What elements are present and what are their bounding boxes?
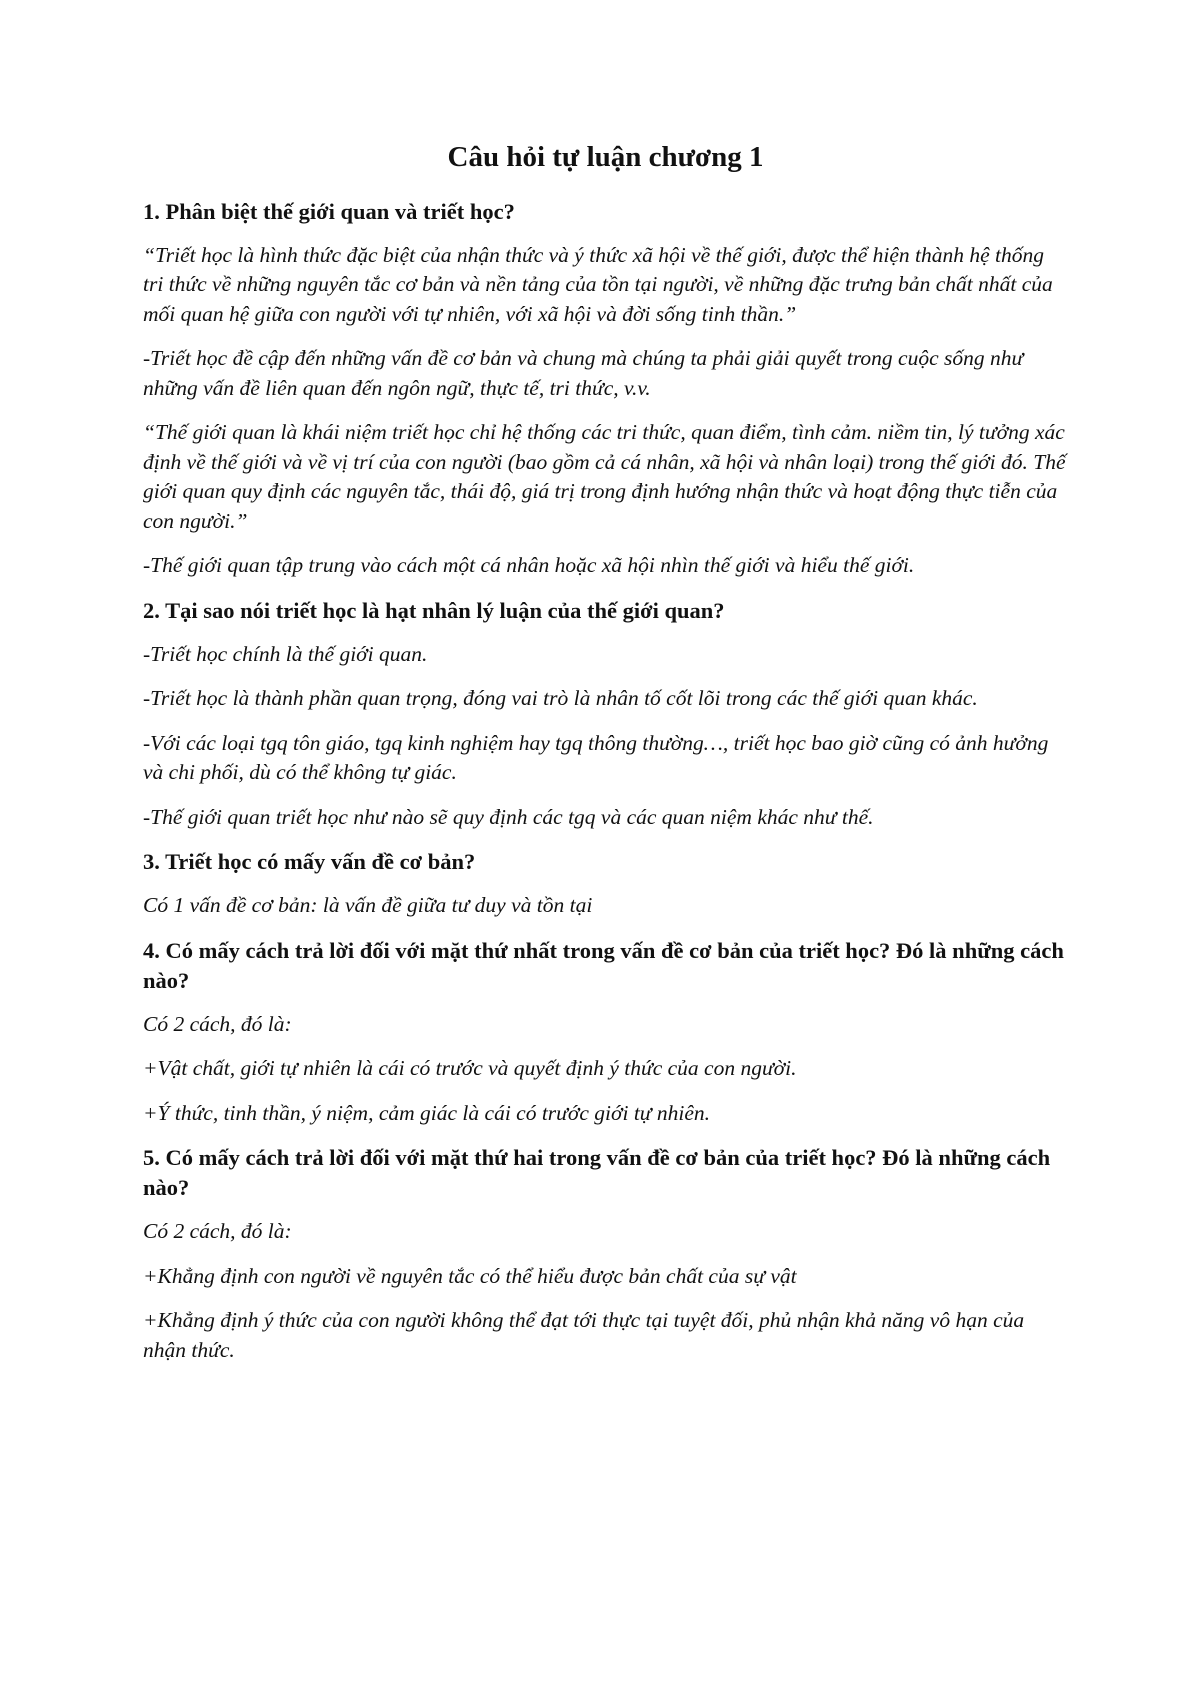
question-heading: 3. Triết học có mấy vấn đề cơ bản?: [143, 849, 476, 875]
section-4: [143, 936, 1068, 1129]
section-3: [143, 847, 1068, 921]
document-body: [143, 140, 1068, 1380]
answer-paragraph: “Thế giới quan là khái niệm triết học chỉ hệ thống các tri thức, quan điểm, tình cảm. niềm tin, lý tưởng xác định về thế giới và về vị trí của con người (bao gồm cả cá nhân, xã hội và nhân loại) trong thế giới đó. Thế giới quan quy định các nguyên tắc, thái độ, giá trị trong định hướng nhận thức và hoạt động thực tiễn của con người.”: [143, 420, 1066, 533]
section-1: [143, 197, 1068, 581]
answer-paragraph: -Triết học chính là thế giới quan.: [143, 641, 428, 666]
answer-paragraph: +Ý thức, tinh thần, ý niệm, cảm giác là cái có trước giới tự nhiên.: [143, 1100, 711, 1125]
question-heading: 5. Có mấy cách trả lời đối với mặt thứ hai trong vấn đề cơ bản của triết học? Đó là những cách nào?: [143, 1145, 1051, 1201]
question-heading: 2. Tại sao nói triết học là hạt nhân lý luận của thế giới quan?: [143, 597, 725, 623]
answer-paragraph: -Triết học là thành phần quan trọng, đóng vai trò là nhân tố cốt lõi trong các thế giới quan khác.: [143, 686, 978, 711]
section-2: [143, 596, 1068, 833]
answer-paragraph: Có 1 vấn đề cơ bản: là vấn đề giữa tư duy và tồn tại: [143, 893, 593, 918]
answer-paragraph: +Khẳng định con người về nguyên tắc có thể hiểu được bản chất của sự vật: [143, 1263, 797, 1288]
page-title: Câu hỏi tự luận chương 1: [447, 141, 764, 173]
answer-paragraph: -Thế giới quan tập trung vào cách một cá nhân hoặc xã hội nhìn thế giới và hiểu thế giới.: [143, 553, 915, 578]
answer-paragraph: -Triết học đề cập đến những vấn đề cơ bản và chung mà chúng ta phải giải quyết trong cuộc sống như những vấn đề liên quan đến ngôn ngữ, thực tế, tri thức, v.v.: [143, 346, 1024, 400]
answer-paragraph: -Với các loại tgq tôn giáo, tgq kinh nghiệm hay tgq thông thường…, triết học bao giờ cũng có ảnh hưởng và chi phối, dù có thể không tự giác.: [143, 730, 1049, 785]
answer-paragraph: “Triết học là hình thức đặc biệt của nhận thức và ý thức xã hội về thế giới, được thể hiện thành hệ thống tri thức về những nguyên tắc cơ bản và nền tảng của tồn tại người, về những đặc trưng bản chất nhất của mối quan hệ giữa con người với tự nhiên, với xã hội và đời sống tinh thần.”: [143, 242, 1053, 326]
answer-paragraph: +Vật chất, giới tự nhiên là cái có trước và quyết định ý thức của con người.: [143, 1056, 797, 1081]
answer-paragraph: -Thế giới quan triết học như nào sẽ quy định các tgq và các quan niệm khác như thế.: [143, 804, 874, 829]
question-heading: 1. Phân biệt thế giới quan và triết học?: [143, 198, 515, 224]
answer-paragraph: +Khẳng định ý thức của con người không thể đạt tới thực tại tuyệt đối, phủ nhận khả năng vô hạn của nhận thức.: [143, 1308, 1025, 1362]
section-5: [143, 1143, 1068, 1365]
question-heading: 4. Có mấy cách trả lời đối với mặt thứ nhất trong vấn đề cơ bản của triết học? Đó là những cách nào?: [143, 937, 1064, 993]
answer-paragraph: Có 2 cách, đó là:: [143, 1219, 292, 1244]
answer-paragraph: Có 2 cách, đó là:: [143, 1011, 292, 1036]
